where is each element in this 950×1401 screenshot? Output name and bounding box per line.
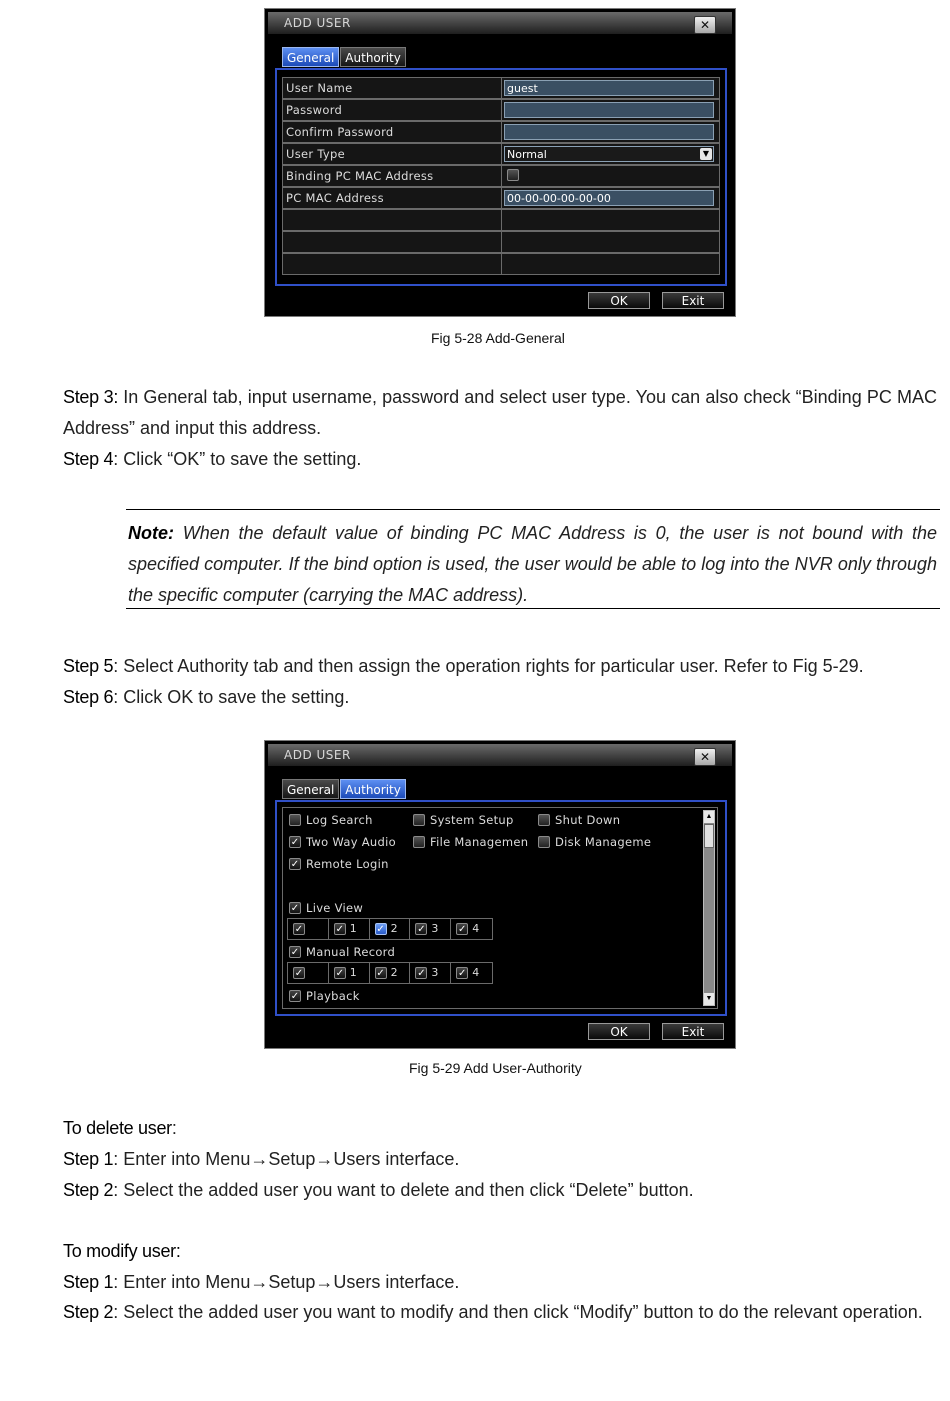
step-label: Step 4 [63,449,114,469]
dialog-title-bar [268,12,732,34]
manual-record-channels [287,962,493,984]
manual-record-ch2-checkbox[interactable]: ✓ [376,968,385,979]
figure-caption: Fig 5-28 Add-General [431,330,565,346]
chevron-down-icon[interactable]: ▼ [700,148,712,160]
row-user-name [282,77,720,99]
manual-record-checkbox[interactable]: ✓ [290,947,300,958]
step-text: : Select the added user you want to delete and then click “Delete” button. [113,1180,694,1200]
user-name-input[interactable]: guest [504,80,714,96]
tab-bar [282,47,407,67]
two-way-audio-label: Two Way Audio [306,835,396,849]
manual-record-ch3-checkbox[interactable]: ✓ [417,968,426,979]
log-search-checkbox[interactable] [289,814,301,826]
file-management-checkbox[interactable] [413,836,425,848]
step-text: : Click OK to save the setting. [113,687,350,707]
section-heading: To modify user: [63,1241,181,1261]
remote-login-label: Remote Login [306,857,389,871]
close-button[interactable]: ✕ [694,748,716,766]
step-label: Step 2 [63,1302,114,1322]
step-3-paragraph [63,382,937,444]
delete-step-1 [63,1144,937,1175]
dialog-title: ADD USER [284,748,351,762]
manual-record-label: Manual Record [306,945,396,959]
user-type-label: User Type [286,147,345,161]
channel-number: 4 [472,922,480,935]
arrow-right-icon: → [315,1149,334,1169]
empty-row [282,209,720,231]
dialog-title: ADD USER [284,16,351,30]
step-label: Step 3: [63,387,119,407]
modify-step-1 [63,1267,937,1298]
channel-number: 3 [431,922,439,935]
manual-record-ch4-checkbox[interactable]: ✓ [457,968,467,979]
vertical-scrollbar[interactable] [703,810,715,1006]
note-label: Note: [128,523,174,543]
channel-number: 1 [349,922,357,935]
step-label: Step 6 [63,687,114,707]
step-label: Step 5 [63,656,114,676]
empty-row [282,253,720,275]
playback-checkbox[interactable]: ✓ [290,991,300,1002]
confirm-password-label: Confirm Password [286,125,394,139]
user-name-label: User Name [286,81,353,95]
figure-caption: Fig 5-29 Add User-Authority [409,1060,582,1076]
step-5-paragraph [63,651,937,682]
live-view-ch3-checkbox[interactable]: ✓ [417,924,426,935]
tab-authority[interactable]: Authority [340,47,406,67]
step-4-paragraph [63,444,937,475]
playback-label: Playback [306,989,360,1003]
live-view-all-checkbox[interactable]: ✓ [294,924,304,935]
empty-row [282,231,720,253]
live-view-ch2-checkbox[interactable]: ✓ [376,924,385,935]
note-body: When the default value of binding PC MAC Address is 0, the user is not bound with the specified computer. If the bind option is used, the user would be able to log into the NVR only through the specific computer (carrying the MAC address). [128,523,937,605]
remote-login-checkbox[interactable]: ✓ [290,859,300,870]
shut-down-checkbox[interactable] [538,814,550,826]
password-input[interactable] [504,102,714,118]
scroll-down-icon[interactable]: ▼ [704,993,714,1005]
user-type-value: Normal [507,148,547,161]
shut-down-label: Shut Down [555,813,621,827]
system-setup-label: System Setup [430,813,514,827]
password-label: Password [286,103,343,117]
log-search-label: Log Search [306,813,373,827]
two-way-audio-checkbox[interactable]: ✓ [290,837,300,848]
exit-button[interactable]: Exit [662,1023,724,1040]
arrow-right-icon: → [250,1149,269,1169]
note-text [128,518,937,611]
row-binding-mac [282,165,720,187]
add-user-general-dialog [264,8,736,317]
live-view-ch4-checkbox[interactable]: ✓ [457,924,467,935]
step-6-paragraph [63,682,937,713]
pc-mac-label: PC MAC Address [286,191,384,205]
step-label: Step 1 [63,1149,114,1169]
step-text: In General tab, input username, password and select user type. You can also check “Binding PC MAC Address” and input this address. [63,387,937,438]
row-password [282,99,720,121]
step-text: Setup [268,1272,316,1292]
user-type-select[interactable] [504,146,714,162]
row-user-type [282,143,720,165]
add-user-authority-dialog [264,740,736,1049]
disk-management-label: Disk Manageme [555,835,652,849]
confirm-password-input[interactable] [504,124,714,140]
tab-general[interactable]: General [282,47,339,67]
dialog-title-bar [268,744,732,766]
step-text: : Select Authority tab and then assign the operation rights for particular user. Refer to Fig 5-29. [113,656,864,676]
authority-panel [275,800,727,1016]
step-text: : Click “OK” to save the setting. [113,449,362,469]
channel-number: 2 [390,922,398,935]
tab-bar [282,779,407,799]
disk-management-checkbox[interactable] [538,836,550,848]
exit-button[interactable]: Exit [662,292,724,309]
delete-step-2 [63,1175,937,1206]
system-setup-checkbox[interactable] [413,814,425,826]
channel-number: 3 [431,966,439,979]
step-text: : Enter into Menu [113,1272,251,1292]
binding-mac-label: Binding PC MAC Address [286,169,434,183]
step-text: Users interface. [333,1149,460,1169]
channel-number: 2 [390,966,398,979]
live-view-checkbox[interactable]: ✓ [290,903,300,914]
ok-button[interactable]: OK [588,292,650,309]
note-box [126,509,940,609]
general-panel [275,68,727,286]
tab-authority[interactable]: Authority [340,779,406,799]
channel-number: 1 [349,966,357,979]
row-pc-mac [282,187,720,209]
heading-colon: : [171,1118,177,1138]
ok-button[interactable]: OK [588,1023,650,1040]
scroll-thumb[interactable] [704,824,714,848]
binding-mac-checkbox[interactable] [507,169,519,181]
live-view-ch1-checkbox[interactable]: ✓ [335,924,344,935]
step-label: Step 2 [63,1180,114,1200]
modify-step-2 [63,1297,937,1328]
file-management-label: File Managemen [430,835,529,849]
step-text: : Enter into Menu [113,1149,251,1169]
live-view-label: Live View [306,901,364,915]
manual-record-ch1-checkbox[interactable]: ✓ [335,968,344,979]
arrow-right-icon: → [250,1272,269,1292]
delete-user-heading [63,1113,937,1144]
channel-number: 4 [472,966,480,979]
live-view-channels [287,918,493,940]
step-text: Setup [268,1149,316,1169]
manual-record-all-checkbox[interactable]: ✓ [294,968,304,979]
arrow-right-icon: → [315,1272,334,1292]
modify-user-heading [63,1236,937,1267]
close-button[interactable]: ✕ [694,16,716,34]
section-heading: To delete user [63,1118,172,1138]
pc-mac-input[interactable]: 00-00-00-00-00-00 [504,190,714,206]
step-text: Users interface. [333,1272,460,1292]
scroll-up-icon[interactable]: ▲ [704,811,714,823]
step-text: : Select the added user you want to modify and then click “Modify” button to do the relevant operation. [113,1302,923,1322]
row-confirm-password [282,121,720,143]
step-label: Step 1 [63,1272,114,1292]
tab-general[interactable]: General [282,779,339,799]
